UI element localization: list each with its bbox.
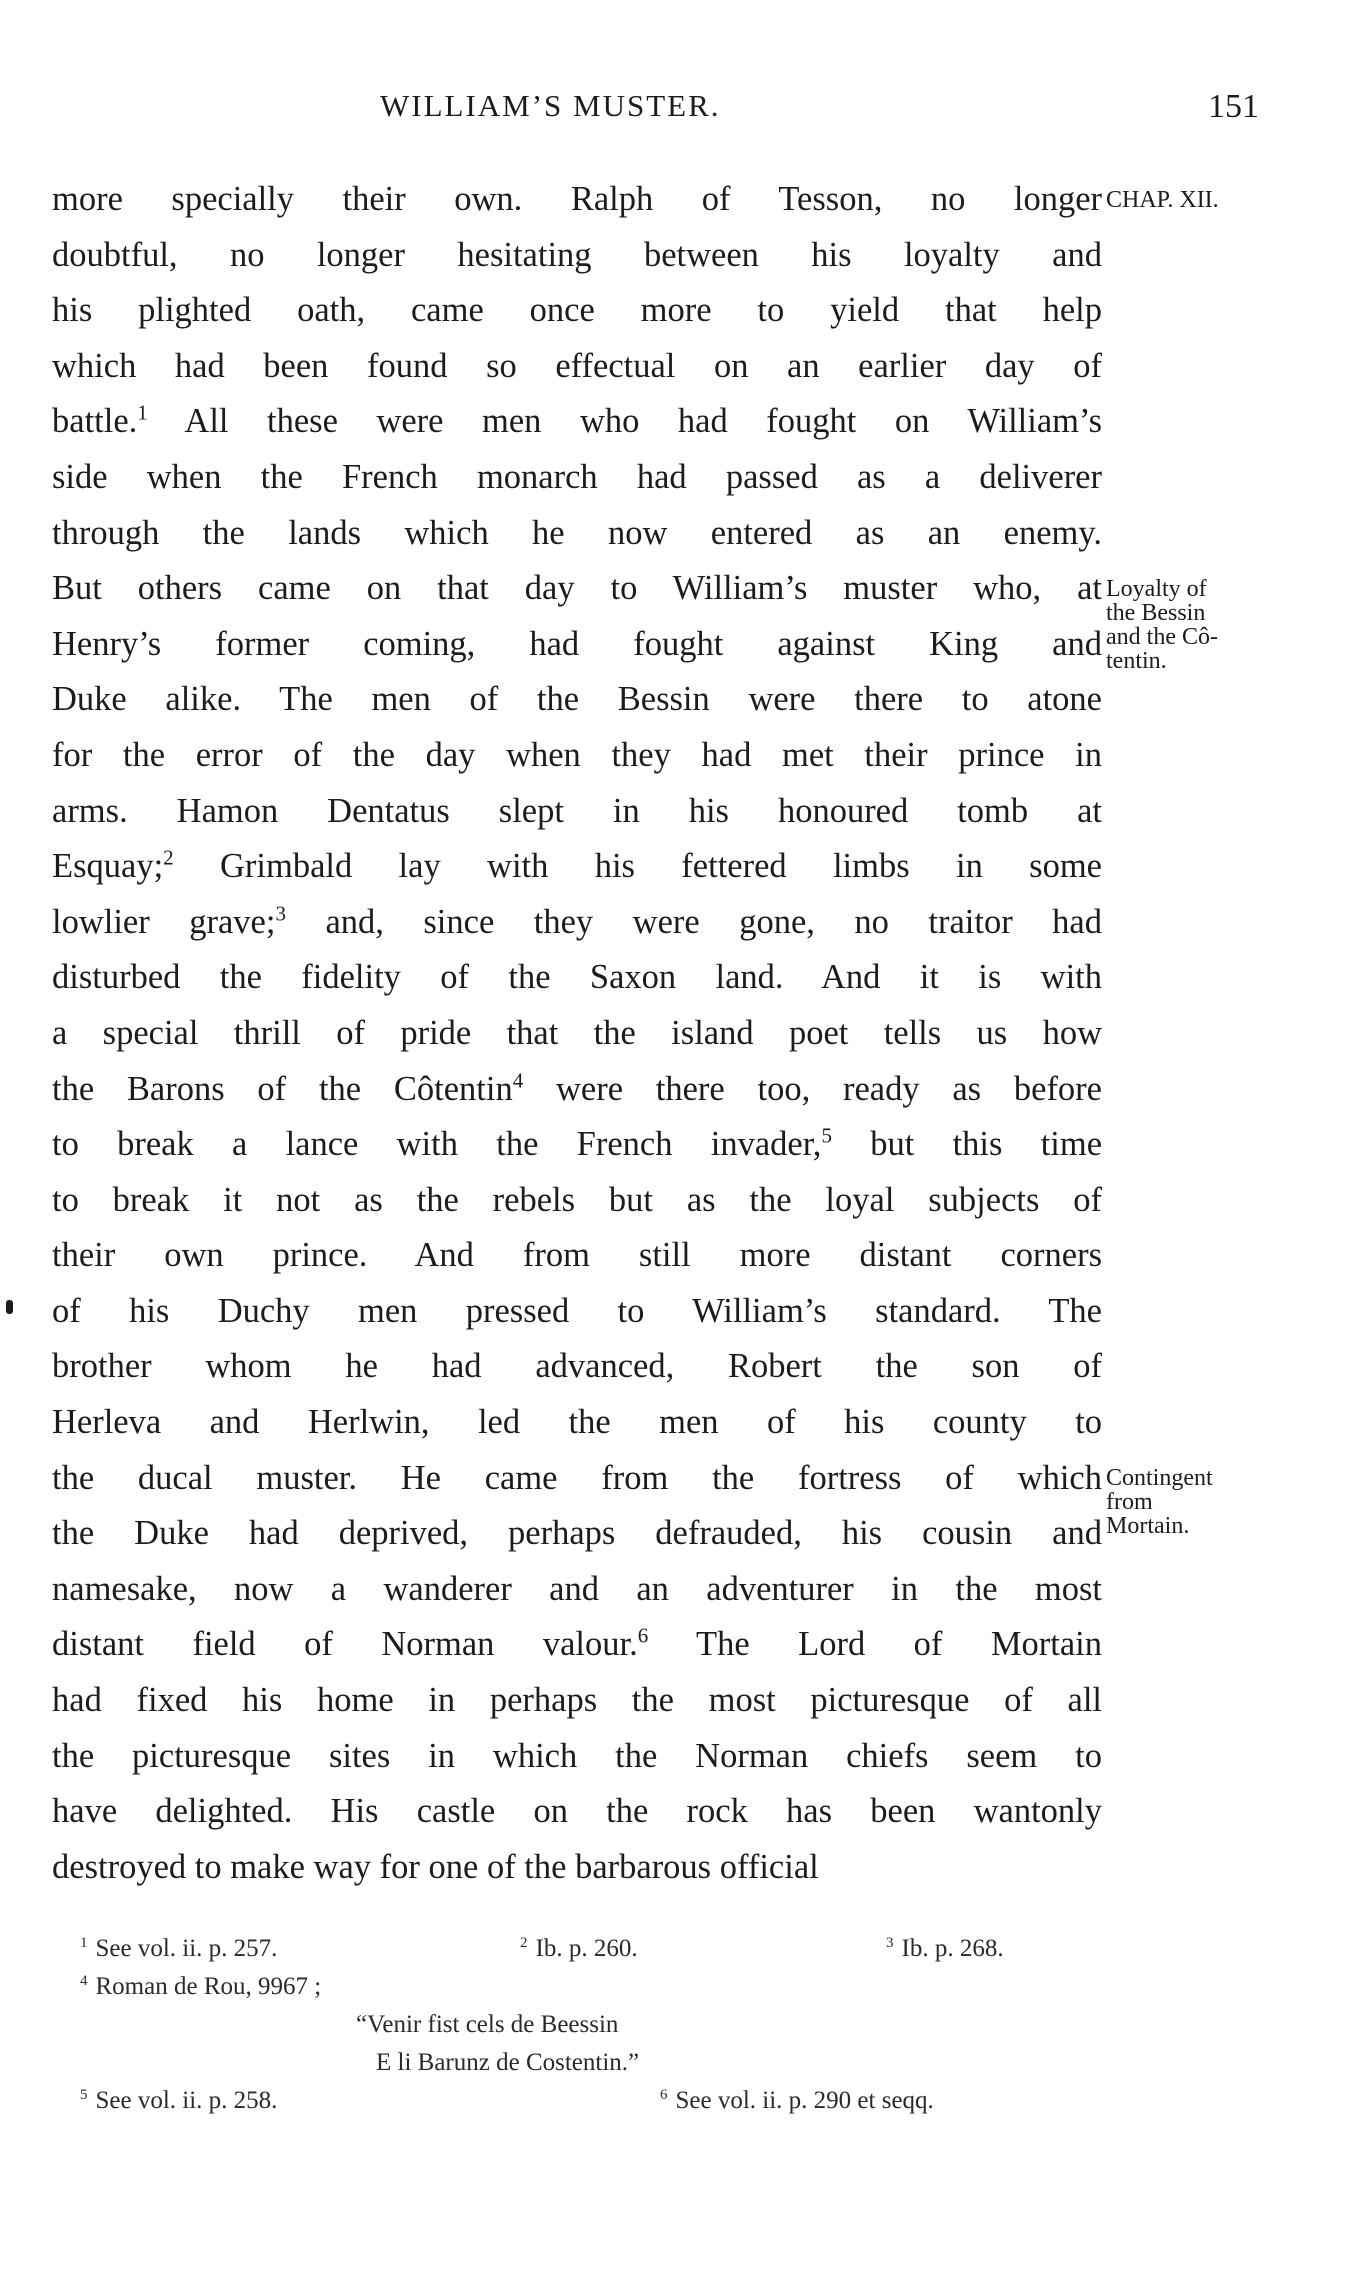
text-run: Herleva and Herlwin, led the men of his county to bbox=[52, 1403, 1102, 1442]
footnote-6 bbox=[660, 2084, 934, 2118]
margin-note-chapter bbox=[1106, 188, 1342, 212]
footnote-verse-line-2: E li Barunz de Costentin.” bbox=[376, 2049, 640, 2076]
text-line bbox=[52, 672, 1102, 728]
text-run: the ducal muster. He came from the fortress of which bbox=[52, 1458, 1102, 1497]
text-run: through the lands which he now entered as an enemy. bbox=[52, 513, 1102, 552]
running-title: WILLIAM’S MUSTER. bbox=[380, 88, 721, 123]
text-line bbox=[52, 784, 1102, 840]
footnote-3 bbox=[886, 1932, 1004, 1966]
text-run: for the error of the day when they had met their prince in bbox=[52, 735, 1102, 774]
text-line bbox=[52, 339, 1102, 395]
text-run: which had been found so effectual on an earlier day of bbox=[52, 346, 1102, 385]
footnote-reference: 4 bbox=[512, 1068, 524, 1092]
footnote-text: See vol. ii. p. 290 et seqq. bbox=[675, 2087, 934, 2114]
text-line bbox=[52, 1062, 1102, 1118]
footnote-reference: 5 bbox=[821, 1123, 832, 1148]
footnote-mark: 1 bbox=[80, 1934, 88, 1951]
footnote-text: Roman de Rou, 9967 ; bbox=[95, 1973, 322, 2000]
text-line bbox=[52, 1729, 1102, 1785]
text-run: namesake, now a wanderer and an adventurer in the most bbox=[52, 1569, 1102, 1608]
footnote-verse-line-1: “Venir fist cels de Beessin bbox=[356, 2011, 619, 2038]
text-run: but this time bbox=[831, 1125, 1103, 1164]
text-line bbox=[52, 1339, 1102, 1395]
margin-note-line: from bbox=[1106, 1489, 1153, 1515]
text-run: distant field of Norman valour. bbox=[52, 1625, 638, 1664]
text-run: doubtful, no longer hesitating between his loyalty and bbox=[52, 235, 1102, 274]
text-line bbox=[52, 950, 1102, 1006]
text-line bbox=[52, 1784, 1102, 1840]
footnote-reference: 6 bbox=[637, 1623, 649, 1648]
footnote-reference: 3 bbox=[275, 901, 286, 926]
text-run: Grimbald lay with his fettered limbs in some bbox=[173, 847, 1102, 886]
text-line bbox=[52, 394, 1102, 450]
text-line bbox=[52, 1451, 1102, 1507]
text-run: were there too, ready as before bbox=[523, 1069, 1102, 1108]
text-run: side when the French monarch had passed as a deliverer bbox=[52, 457, 1102, 496]
text-run: the Barons of the Côtentin bbox=[52, 1069, 513, 1108]
margin-note-loyalty-bessin-cotentin bbox=[1106, 577, 1342, 673]
footnote-4 bbox=[80, 1970, 321, 2004]
page-number: 151 bbox=[1208, 88, 1259, 125]
footnote-reference: 1 bbox=[137, 400, 148, 425]
margin-note-line: and the Cô- bbox=[1106, 624, 1218, 650]
footnote-5 bbox=[80, 2084, 277, 2118]
text-line bbox=[52, 895, 1102, 951]
text-run: But others came on that day to William’s muster who, at bbox=[52, 569, 1102, 608]
footnote-text: Ib. p. 260. bbox=[535, 1935, 638, 1962]
text-run: lowlier grave; bbox=[52, 902, 276, 941]
text-line bbox=[52, 728, 1102, 784]
text-run: The Lord of Mortain bbox=[648, 1625, 1102, 1664]
text-line bbox=[52, 172, 1102, 228]
text-run: their own prince. And from still more distant corners bbox=[52, 1236, 1102, 1275]
text-run: the Duke had deprived, perhaps defrauded, his cousin and bbox=[52, 1514, 1102, 1553]
footnote-text: Ib. p. 268. bbox=[901, 1935, 1004, 1962]
text-run: a special thrill of pride that the island poet tells us how bbox=[52, 1013, 1102, 1052]
footnote-1 bbox=[80, 1932, 277, 1966]
text-line bbox=[52, 506, 1102, 562]
margin-note-line: the Bessin bbox=[1106, 600, 1206, 626]
text-line bbox=[52, 1395, 1102, 1451]
text-line bbox=[52, 1228, 1102, 1284]
footnote-mark: 6 bbox=[660, 2086, 668, 2103]
footnote-reference: 2 bbox=[163, 845, 174, 870]
footnote-text: See vol. ii. p. 258. bbox=[95, 2087, 278, 2114]
text-run: and, since they were gone, no traitor had bbox=[285, 902, 1102, 941]
footnote-text: See vol. ii. p. 257. bbox=[95, 1935, 278, 1962]
text-line bbox=[52, 1617, 1102, 1673]
text-run: All these were men who had fought on William’s bbox=[147, 402, 1102, 441]
text-run: Henry’s former coming, had fought against King and bbox=[52, 624, 1102, 663]
footnote-mark: 2 bbox=[520, 1934, 528, 1951]
text-run: more specially their own. Ralph of Tesson, no longer bbox=[52, 180, 1102, 218]
margin-note-line: tentin. bbox=[1106, 648, 1167, 674]
body-text bbox=[52, 172, 1102, 1895]
text-line bbox=[52, 1840, 1102, 1896]
running-head bbox=[0, 88, 1345, 128]
text-line bbox=[52, 1173, 1102, 1229]
text-line bbox=[52, 1562, 1102, 1618]
text-line bbox=[52, 283, 1102, 339]
text-run: Esquay; bbox=[52, 847, 164, 886]
text-run: had fixed his home in perhaps the most picturesque of all bbox=[52, 1681, 1102, 1720]
footnote-mark: 3 bbox=[886, 1934, 894, 1951]
text-line bbox=[52, 1284, 1102, 1340]
margin-note-contingent-mortain bbox=[1106, 1466, 1342, 1538]
text-run: his plighted oath, came once more to yield that help bbox=[52, 291, 1102, 330]
footnote-mark: 4 bbox=[80, 1972, 88, 1989]
text-line bbox=[52, 1506, 1102, 1562]
text-run: arms. Hamon Dentatus slept in his honoured tomb at bbox=[52, 791, 1102, 830]
footnote-2 bbox=[520, 1932, 638, 1966]
text-run: disturbed the fidelity of the Saxon land. And it is with bbox=[52, 958, 1102, 997]
footnote-mark: 5 bbox=[80, 2086, 88, 2103]
margin-note-line: Mortain. bbox=[1106, 1513, 1190, 1539]
margin-note-line: Loyalty of bbox=[1106, 576, 1207, 602]
text-run: battle. bbox=[52, 402, 138, 441]
text-run: to break it not as the rebels but as the loyal subjects of bbox=[52, 1180, 1102, 1219]
text-run: to break a lance with the French invader, bbox=[52, 1125, 822, 1164]
text-run: destroyed to make way for one of the barbarous official bbox=[52, 1847, 819, 1886]
text-run: of his Duchy men pressed to William’s standard. The bbox=[52, 1291, 1102, 1330]
text-line bbox=[52, 450, 1102, 506]
margin-note-line: Contingent bbox=[1106, 1465, 1213, 1491]
text-line bbox=[52, 839, 1102, 895]
margin-note-line: CHAP. XII. bbox=[1106, 187, 1219, 213]
text-line bbox=[52, 561, 1102, 617]
text-run: brother whom he had advanced, Robert the son of bbox=[52, 1347, 1102, 1386]
text-run: Duke alike. The men of the Bessin were there to atone bbox=[52, 680, 1102, 719]
text-line bbox=[52, 617, 1102, 673]
text-run: have delighted. His castle on the rock has been wantonly bbox=[52, 1792, 1102, 1831]
text-line bbox=[52, 1006, 1102, 1062]
text-line bbox=[52, 228, 1102, 284]
text-line bbox=[52, 1117, 1102, 1173]
margin-bullet-mark bbox=[6, 1300, 13, 1314]
text-line bbox=[52, 1673, 1102, 1729]
text-run: the picturesque sites in which the Norman chiefs seem to bbox=[52, 1736, 1102, 1775]
